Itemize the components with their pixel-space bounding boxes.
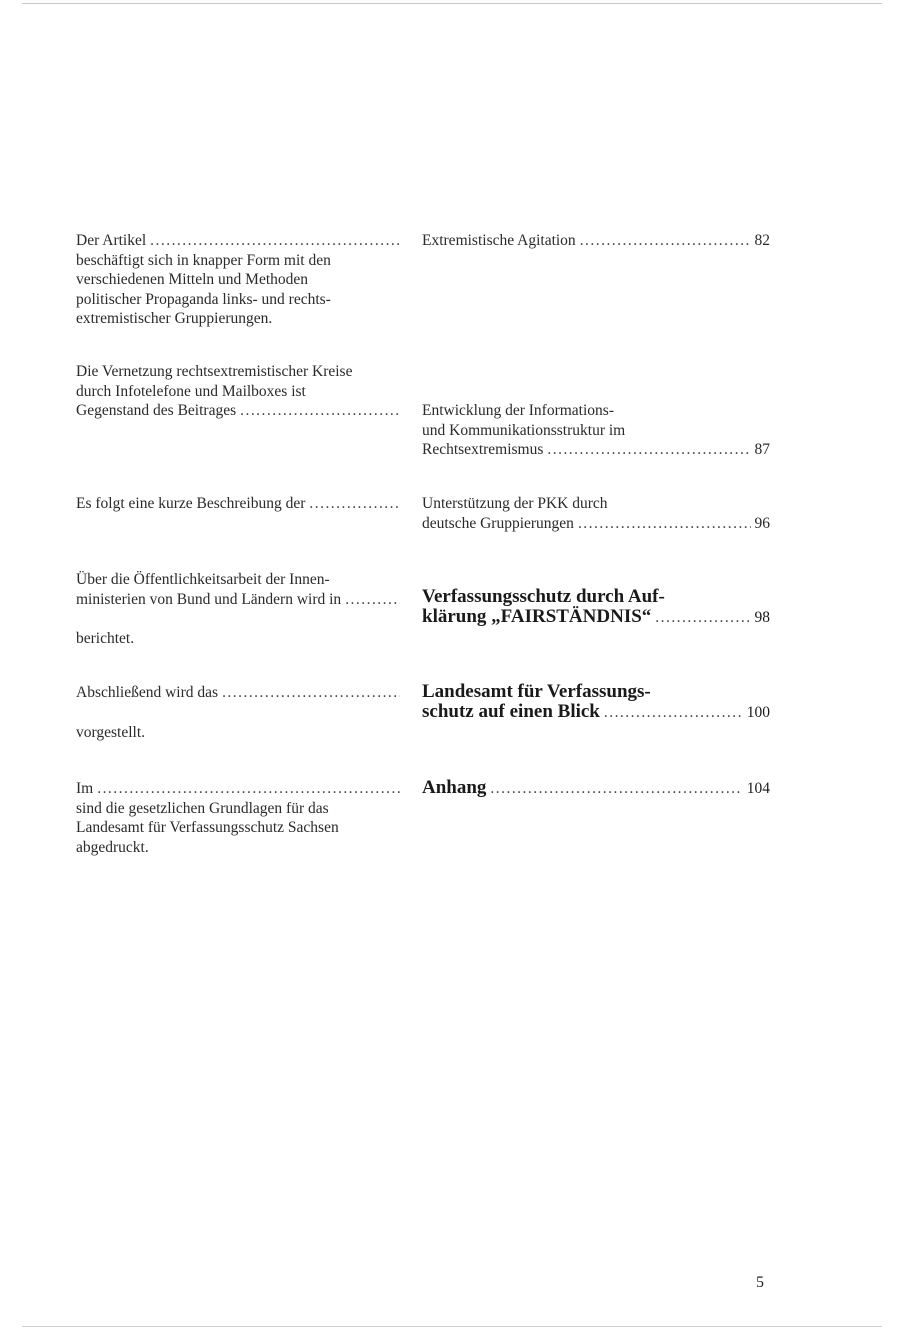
dot-leader [150, 231, 400, 251]
title-text: Anhang [422, 777, 487, 798]
bottom-edge-rule [22, 1326, 882, 1327]
description-leader-line [76, 779, 404, 799]
description-text: Abschließend wird das [76, 684, 219, 701]
description-text: Im [76, 780, 94, 797]
dot-leader [580, 231, 751, 251]
title-text: Verfassungsschutz durch Auf- [422, 587, 665, 607]
description-leader-line [76, 683, 404, 703]
title-text: deutsche Gruppierungen [422, 514, 574, 532]
entry-title [422, 682, 770, 723]
title-leader-line [422, 702, 770, 723]
description-text: Es folgt eine kurze Beschreibung der [76, 495, 306, 512]
title-leader-line [422, 778, 770, 799]
entry-title [422, 778, 770, 799]
description-text: Über die Öffentlichkeitsarbeit der Innen- [76, 571, 330, 588]
title-text: Entwicklung der Informations- [422, 402, 614, 419]
page-ref: 100 [746, 704, 770, 721]
description-leader-line [76, 231, 404, 251]
description-text: ministerien von Bund und Ländern wird in [76, 590, 342, 608]
title-text: Landesamt für Verfassungs- [422, 682, 651, 702]
dot-leader [97, 779, 400, 799]
description-text: durch Infotelefone und Mailboxes ist [76, 382, 306, 400]
title-text: schutz auf einen Blick [422, 701, 600, 722]
title-leader-line [422, 607, 770, 628]
dot-leader [490, 779, 742, 799]
dot-leader [240, 401, 400, 421]
page-ref: 96 [754, 514, 770, 532]
page-ref: 104 [746, 780, 770, 797]
description-text: Gegenstand des Beitrages [76, 402, 237, 420]
description-text: Die Vernetzung rechtsextremistischer Kreise [76, 363, 353, 380]
description-leader-line [76, 590, 404, 610]
description-text: politischer Propaganda links- und rechts- [76, 290, 331, 308]
entry-description [76, 570, 404, 649]
dot-leader [578, 514, 751, 534]
description-text: berichtet. [76, 630, 135, 648]
dot-leader [655, 608, 750, 628]
description-text: sind die gesetzlichen Grundlagen für das [76, 799, 329, 817]
entry-title [422, 231, 770, 251]
title-text: Unterstützung der PKK durch [422, 495, 608, 512]
entry-description [76, 362, 404, 421]
page-ref: 87 [754, 441, 770, 459]
entry-description [76, 231, 404, 329]
title-leader-line [422, 440, 770, 460]
dot-leader [309, 494, 400, 514]
description-text: Landesamt für Verfassungsschutz Sachsen [76, 819, 339, 837]
page-ref: 98 [754, 609, 770, 626]
dot-leader [547, 440, 750, 460]
description-text: beschäftigt sich in knapper Form mit den [76, 251, 331, 269]
page-ref: 82 [754, 232, 770, 249]
entry-title [422, 587, 770, 628]
entry-title [422, 494, 770, 533]
entry-title [422, 401, 770, 460]
description-text: abgedruckt. [76, 838, 149, 856]
dot-leader [604, 703, 743, 723]
title-text: Extremistische Agitation [422, 232, 576, 249]
description-text: vorgestellt. [76, 723, 146, 741]
top-edge-rule [22, 3, 882, 4]
page-number: 5 [756, 1274, 764, 1291]
entry-description [76, 683, 404, 742]
dot-leader [345, 590, 400, 610]
description-text: Der Artikel [76, 232, 147, 249]
entry-description [76, 494, 404, 514]
description-leader-line [76, 494, 404, 514]
title-leader-line [422, 514, 770, 534]
title-leader-line [422, 231, 770, 251]
entry-description [76, 779, 404, 857]
title-text: und Kommunikationsstruktur im [422, 421, 626, 439]
description-leader-line [76, 401, 404, 421]
title-text: klärung „FAIRSTÄNDNIS“ [422, 606, 652, 627]
dot-leader [222, 683, 400, 703]
description-text: extremistischer Gruppierungen. [76, 310, 273, 328]
title-text: Rechtsextremismus [422, 441, 544, 459]
description-text: verschiedenen Mitteln und Methoden [76, 271, 309, 289]
